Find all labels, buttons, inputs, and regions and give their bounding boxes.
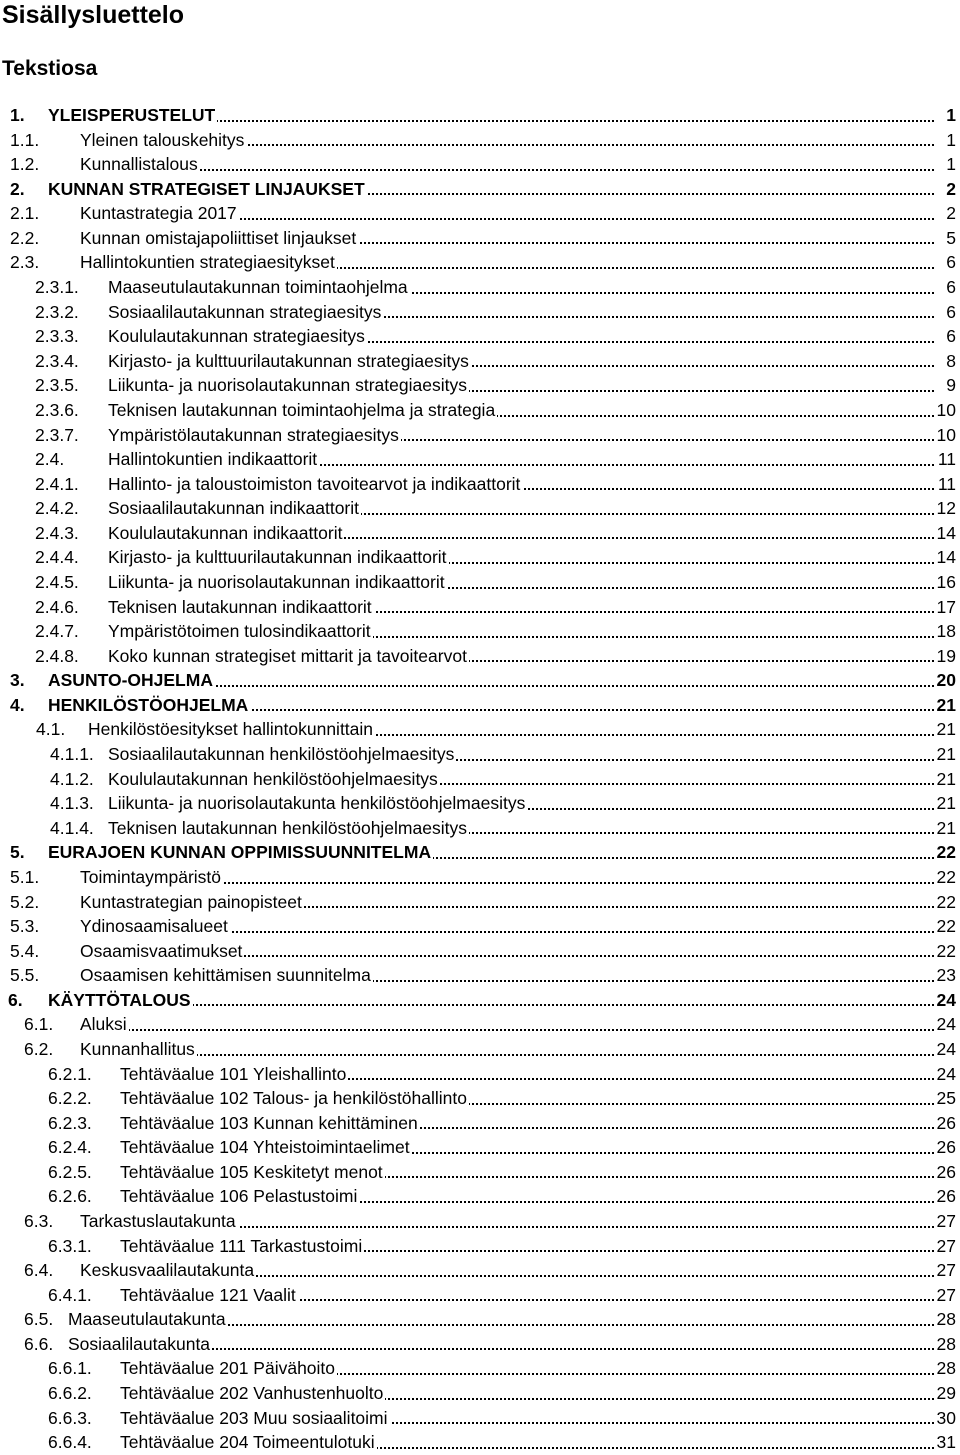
toc-entry-title: Yleinen talouskehitys: [80, 129, 245, 150]
toc-entry[interactable]: [0, 595, 960, 620]
toc-entry-number: 6.6.1.: [48, 1358, 92, 1379]
toc-entry-number: 2.3.5.: [35, 375, 79, 396]
toc-entry-title: Kunnanhallitus: [80, 1038, 195, 1059]
toc-entry[interactable]: [0, 103, 960, 128]
toc-entry-number: 5.4.: [10, 940, 40, 961]
toc-entry-number: 6.2.5.: [48, 1161, 92, 1182]
toc-entry-number: 2.3.7.: [35, 424, 79, 445]
toc-entry-number: 2.4.1.: [35, 473, 79, 494]
toc-entry-title: Maaseutulautakunnan toimintaohjelma: [108, 277, 408, 298]
toc-entry-title: Tehtäväalue 203 Muu sosiaalitoimi: [120, 1407, 388, 1428]
toc-entry-page: 21: [936, 768, 956, 789]
toc-entry-title: Sosiaalilautakunnan indikaattorit: [108, 498, 359, 519]
toc-entry-number: 6.2.: [24, 1038, 54, 1059]
toc-entry-page: 22: [936, 842, 956, 863]
toc-entry-page: 2: [946, 178, 956, 199]
toc-entry[interactable]: [0, 349, 960, 374]
toc-entry-page: 22: [936, 891, 956, 912]
toc-entry[interactable]: [0, 693, 960, 718]
toc-entry-title: YLEISPERUSTELUT: [48, 105, 216, 125]
toc-entry-page: 6: [946, 277, 956, 298]
toc-entry-page: 27: [936, 1235, 956, 1256]
toc-entry-page: 21: [936, 719, 956, 740]
toc-entry-title: Tehtäväalue 103 Kunnan kehittäminen: [120, 1112, 418, 1133]
toc-entry[interactable]: [0, 890, 960, 915]
toc-entry[interactable]: [0, 767, 960, 792]
toc-entry[interactable]: [0, 1356, 960, 1381]
toc-entry-title: Sosiaalilautakunta: [68, 1333, 211, 1354]
toc-entry-page: 27: [936, 1260, 956, 1281]
toc-entry-title: Teknisen lautakunnan indikaattorit: [108, 596, 372, 617]
toc-entry-number: 6.2.2.: [48, 1088, 92, 1109]
toc-entry-page: 14: [936, 547, 956, 568]
toc-entry-title: Tehtäväalue 204 Toimeentulotuki: [120, 1432, 375, 1453]
toc-entry[interactable]: [0, 1012, 960, 1037]
toc-entry-page: 22: [936, 916, 956, 937]
toc-entry[interactable]: [0, 1307, 960, 1332]
toc-entry-title: Teknisen lautakunnan henkilöstöohjelmaesitys: [108, 817, 467, 838]
toc-entry[interactable]: [0, 1062, 960, 1087]
toc-entry-page: 26: [936, 1161, 956, 1182]
toc-entry-title: KUNNAN STRATEGISET LINJAUKSET: [48, 178, 365, 199]
toc-entry-number: 2.2.: [10, 227, 40, 248]
toc-entry-page: 11: [937, 449, 956, 470]
toc-entry-title: Tehtäväalue 102 Talous- ja henkilöstöhallinto: [120, 1088, 468, 1109]
toc-entry-number: 2.4.2.: [35, 498, 79, 519]
toc-entry-page: 25: [936, 1088, 956, 1109]
toc-entry-page: 10: [936, 399, 956, 420]
toc-entry[interactable]: [0, 644, 960, 669]
toc-entry-number: 6.5.: [24, 1309, 54, 1330]
toc-entry-title: Kunnan omistajapoliittiset linjaukset: [80, 227, 357, 248]
toc-entry-number: 6.2.6.: [48, 1186, 92, 1207]
toc-entry[interactable]: [0, 619, 960, 644]
toc-entry-title: Teknisen lautakunnan toimintaohjelma ja strategia: [108, 399, 496, 420]
toc-entry-page: 28: [936, 1333, 956, 1354]
toc-entry-number: 2.3.1.: [35, 277, 79, 298]
toc-entry[interactable]: [0, 1111, 960, 1136]
toc-entry-page: 21: [936, 744, 956, 765]
toc-entry-number: 6.4.1.: [48, 1284, 92, 1305]
toc-entry[interactable]: [0, 324, 960, 349]
toc-entry[interactable]: [0, 1258, 960, 1283]
toc-entry-page: 28: [936, 1358, 956, 1379]
toc-entry-number: 4.: [10, 694, 25, 715]
toc-entry[interactable]: [0, 545, 960, 570]
toc-entry[interactable]: [0, 1209, 960, 1234]
toc-entry-title: Liikunta- ja nuorisolautakunnan strategiaesitys: [108, 375, 467, 396]
toc-entry-number: 5.2.: [10, 891, 40, 912]
toc-entry-page: 1: [946, 129, 956, 150]
toc-entry-page: 16: [936, 571, 956, 592]
toc-entry-number: 4.1.1.: [50, 744, 94, 765]
toc-entry[interactable]: [0, 1184, 960, 1209]
toc-entry-title: Hallinto- ja taloustoimiston tavoitearvot ja indikaattorit: [108, 473, 521, 494]
toc-entry-number: 5.5.: [10, 965, 40, 986]
toc-entry[interactable]: [0, 717, 960, 742]
toc-entry-number: 6.6.4.: [48, 1432, 92, 1453]
toc-entry-title: Kuntastrategia 2017: [80, 203, 237, 224]
toc-entry-page: 18: [936, 621, 956, 642]
toc-entry-title: Toimintaympäristö: [80, 866, 222, 887]
toc-entry-number: 6.2.3.: [48, 1112, 92, 1133]
toc-entry-title: Kirjasto- ja kulttuurilautakunnan strategiaesitys: [108, 350, 469, 371]
toc-entry-title: Koko kunnan strategiset mittarit ja tavoitearvot: [108, 645, 467, 666]
toc-entry-page: 17: [936, 596, 956, 617]
toc-entry-title: Tehtäväalue 104 Yhteistoimintaelimet: [120, 1137, 410, 1158]
toc-entry-title: Ympäristölautakunnan strategiaesitys: [108, 424, 399, 445]
toc-entry[interactable]: [0, 300, 960, 325]
toc-entry[interactable]: [0, 201, 960, 226]
toc-entry[interactable]: [0, 447, 960, 472]
toc-entry[interactable]: [0, 988, 960, 1013]
toc-entry-number: 2.1.: [10, 203, 40, 224]
toc-entry-number: 6.6.3.: [48, 1407, 92, 1428]
toc-entry-number: 4.1.: [36, 719, 66, 740]
toc-entry-page: 1: [946, 154, 956, 175]
toc-entry-title: Liikunta- ja nuorisolautakunta henkilöstöohjelmaesitys: [108, 793, 526, 814]
toc-entry-page: 26: [936, 1112, 956, 1133]
toc-entry-number: 4.1.2.: [50, 768, 94, 789]
toc-entry-page: 31: [936, 1432, 956, 1453]
toc-entry-page: 23: [936, 965, 956, 986]
toc-entry-page: 10: [936, 424, 956, 445]
toc-entry-number: 1.: [10, 105, 25, 125]
toc-entry-page: 27: [936, 1211, 956, 1232]
toc-entry-title: Tehtäväalue 111 Tarkastustoimi: [120, 1235, 363, 1256]
toc-entry-title: Aluksi: [80, 1014, 127, 1035]
toc-entry-page: 5: [946, 227, 956, 248]
toc-entry-number: 2.4.8.: [35, 645, 79, 666]
toc-entry-page: 24: [936, 1038, 956, 1059]
toc-entry[interactable]: [0, 1406, 960, 1431]
table-of-contents: [0, 103, 960, 1455]
toc-entry[interactable]: [0, 128, 960, 153]
toc-entry[interactable]: [0, 398, 960, 423]
toc-entry-number: 6.2.4.: [48, 1137, 92, 1158]
toc-entry-title: Tehtäväalue 202 Vanhustenhuolto: [120, 1383, 384, 1404]
toc-entry[interactable]: [0, 963, 960, 988]
toc-entry-page: 27: [936, 1284, 956, 1305]
toc-entry-number: 6.4.: [24, 1260, 54, 1281]
page-title: Sisällysluettelo: [2, 1, 185, 29]
toc-entry[interactable]: [0, 865, 960, 890]
toc-entry-title: Hallintokuntien indikaattorit: [108, 449, 318, 470]
toc-entry-title: Tehtäväalue 121 Vaalit: [120, 1284, 296, 1305]
toc-entry-title: Koululautakunnan henkilöstöohjelmaesitys: [108, 768, 438, 789]
toc-entry-page: 21: [936, 694, 956, 715]
toc-entry-page: 2: [946, 203, 956, 224]
toc-entry-page: 29: [936, 1383, 956, 1404]
toc-entry[interactable]: [0, 1086, 960, 1111]
toc-entry-title: Henkilöstöesitykset hallintokunnittain: [88, 719, 374, 740]
toc-entry-title: Keskusvaalilautakunta: [80, 1260, 255, 1281]
toc-entry-title: Tehtäväalue 201 Päivähoito: [120, 1358, 336, 1379]
toc-entry[interactable]: [0, 570, 960, 595]
toc-entry-number: 2.4.5.: [35, 571, 79, 592]
toc-entry-page: 12: [936, 498, 956, 519]
toc-entry-title: Maaseutulautakunta: [68, 1309, 226, 1330]
toc-entry-title: Hallintokuntien strategiaesitykset: [80, 252, 335, 273]
toc-entry-number: 6.1.: [24, 1014, 54, 1035]
toc-entry-title: Tehtäväalue 106 Pelastustoimi: [120, 1186, 358, 1207]
toc-entry[interactable]: [0, 521, 960, 546]
toc-entry-page: 22: [936, 866, 956, 887]
toc-entry[interactable]: [0, 816, 960, 841]
toc-entry-page: 21: [936, 793, 956, 814]
toc-entry[interactable]: [0, 840, 960, 865]
toc-entry-title: Liikunta- ja nuorisolautakunnan indikaattorit: [108, 571, 445, 592]
toc-entry[interactable]: [0, 1135, 960, 1160]
toc-entry-page: 24: [936, 1063, 956, 1084]
section-subtitle: Tekstiosa: [2, 57, 98, 80]
toc-entry-number: 2.3.6.: [35, 399, 79, 420]
toc-entry-number: 5.3.: [10, 916, 40, 937]
toc-entry[interactable]: [0, 939, 960, 964]
toc-entry-number: 5.1.: [10, 866, 40, 887]
toc-entry-number: 2.3.4.: [35, 350, 79, 371]
toc-entry-page: 11: [937, 473, 956, 494]
toc-entry[interactable]: [0, 668, 960, 693]
toc-entry-number: 6.6.: [24, 1333, 54, 1354]
toc-entry-title: Tehtäväalue 105 Keskitetyt menot: [120, 1161, 383, 1182]
toc-entry[interactable]: [0, 742, 960, 767]
toc-entry-page: 1: [946, 105, 956, 125]
toc-entry-number: 4.1.4.: [50, 817, 94, 838]
toc-entry-number: 6.: [8, 989, 23, 1010]
toc-entry-title: Tarkastuslautakunta: [80, 1211, 236, 1232]
toc-entry-number: 1.2.: [10, 154, 40, 175]
toc-entry-number: 2.: [10, 178, 25, 199]
toc-entry[interactable]: [0, 1283, 960, 1308]
toc-entry-page: 24: [936, 1014, 956, 1035]
toc-entry-page: 22: [936, 940, 956, 961]
toc-entry[interactable]: [0, 1430, 960, 1455]
toc-entry[interactable]: [0, 1037, 960, 1062]
toc-entry-number: 2.4.3.: [35, 522, 79, 543]
toc-entry-page: 21: [936, 817, 956, 838]
toc-entry-title: Osaamisen kehittämisen suunnitelma: [80, 965, 371, 986]
toc-entry-title: Ympäristötoimen tulosindikaattorit: [108, 621, 371, 642]
toc-entry[interactable]: [0, 1332, 960, 1357]
toc-entry-number: 2.3.: [10, 252, 40, 273]
toc-entry-title: Tehtäväalue 101 Yleishallinto: [120, 1063, 347, 1084]
toc-entry-title: ASUNTO-OHJELMA: [48, 670, 213, 691]
toc-entry[interactable]: [0, 373, 960, 398]
toc-entry-page: 6: [946, 301, 956, 322]
toc-entry-page: 26: [936, 1186, 956, 1207]
toc-entry-title: KÄYTTÖTALOUS: [48, 989, 191, 1010]
toc-entry-title: Kunnallistalous: [80, 154, 198, 175]
toc-entry[interactable]: [0, 914, 960, 939]
toc-entry-number: 3.: [10, 670, 25, 691]
toc-entry-title: Sosiaalilautakunnan strategiaesitys: [108, 301, 382, 322]
toc-entry-number: 5.: [10, 842, 25, 863]
toc-entry[interactable]: [0, 177, 960, 202]
toc-entry-title: Koululautakunnan strategiaesitys: [108, 326, 365, 347]
toc-entry-number: 2.4.6.: [35, 596, 79, 617]
toc-entry-page: 6: [946, 252, 956, 273]
toc-entry-title: Osaamisvaatimukset: [80, 940, 243, 961]
toc-entry-number: 2.3.2.: [35, 301, 79, 322]
toc-entry-title: Kirjasto- ja kulttuurilautakunnan indikaattorit: [108, 547, 447, 568]
toc-entry-title: HENKILÖSTÖOHJELMA: [48, 694, 249, 715]
toc-entry-title: Sosiaalilautakunnan henkilöstöohjelmaesitys: [108, 744, 455, 765]
toc-entry-title: Koululautakunnan indikaattorit: [108, 522, 343, 543]
toc-entry-number: 2.4.4.: [35, 547, 79, 568]
toc-entry[interactable]: [0, 496, 960, 521]
toc-entry-page: 9: [946, 375, 956, 396]
toc-entry-page: 30: [936, 1407, 956, 1428]
toc-entry-page: 20: [936, 670, 956, 691]
toc-entry-page: 6: [946, 326, 956, 347]
toc-entry-page: 14: [936, 522, 956, 543]
toc-entry-page: 19: [936, 645, 956, 666]
toc-entry-page: 8: [946, 350, 956, 371]
toc-entry[interactable]: [0, 1234, 960, 1259]
toc-entry[interactable]: [0, 423, 960, 448]
toc-entry[interactable]: [0, 152, 960, 177]
toc-entry[interactable]: [0, 1381, 960, 1406]
toc-entry-number: 4.1.3.: [50, 793, 94, 814]
toc-entry[interactable]: [0, 250, 960, 275]
toc-entry-number: 6.2.1.: [48, 1063, 92, 1084]
toc-entry-number: 6.3.: [24, 1211, 54, 1232]
toc-entry-number: 6.6.2.: [48, 1383, 92, 1404]
toc-entry-number: 1.1.: [10, 129, 40, 150]
toc-entry-title: Ydinosaamisalueet: [80, 916, 228, 937]
toc-entry-page: 26: [936, 1137, 956, 1158]
toc-entry-number: 2.4.7.: [35, 621, 79, 642]
toc-entry[interactable]: [0, 791, 960, 816]
toc-entry-title: Kuntastrategian painopisteet: [80, 891, 302, 912]
toc-entry[interactable]: [0, 275, 960, 300]
toc-entry[interactable]: [0, 472, 960, 497]
toc-entry-page: 28: [936, 1309, 956, 1330]
toc-entry-number: 2.4.: [35, 449, 65, 470]
toc-entry-page: 24: [936, 989, 956, 1010]
toc-entry[interactable]: [0, 1160, 960, 1185]
toc-entry-number: 6.3.1.: [48, 1235, 92, 1256]
toc-entry-title: EURAJOEN KUNNAN OPPIMISSUUNNITELMA: [48, 842, 432, 863]
toc-entry-number: 2.3.3.: [35, 326, 79, 347]
toc-entry[interactable]: [0, 226, 960, 251]
